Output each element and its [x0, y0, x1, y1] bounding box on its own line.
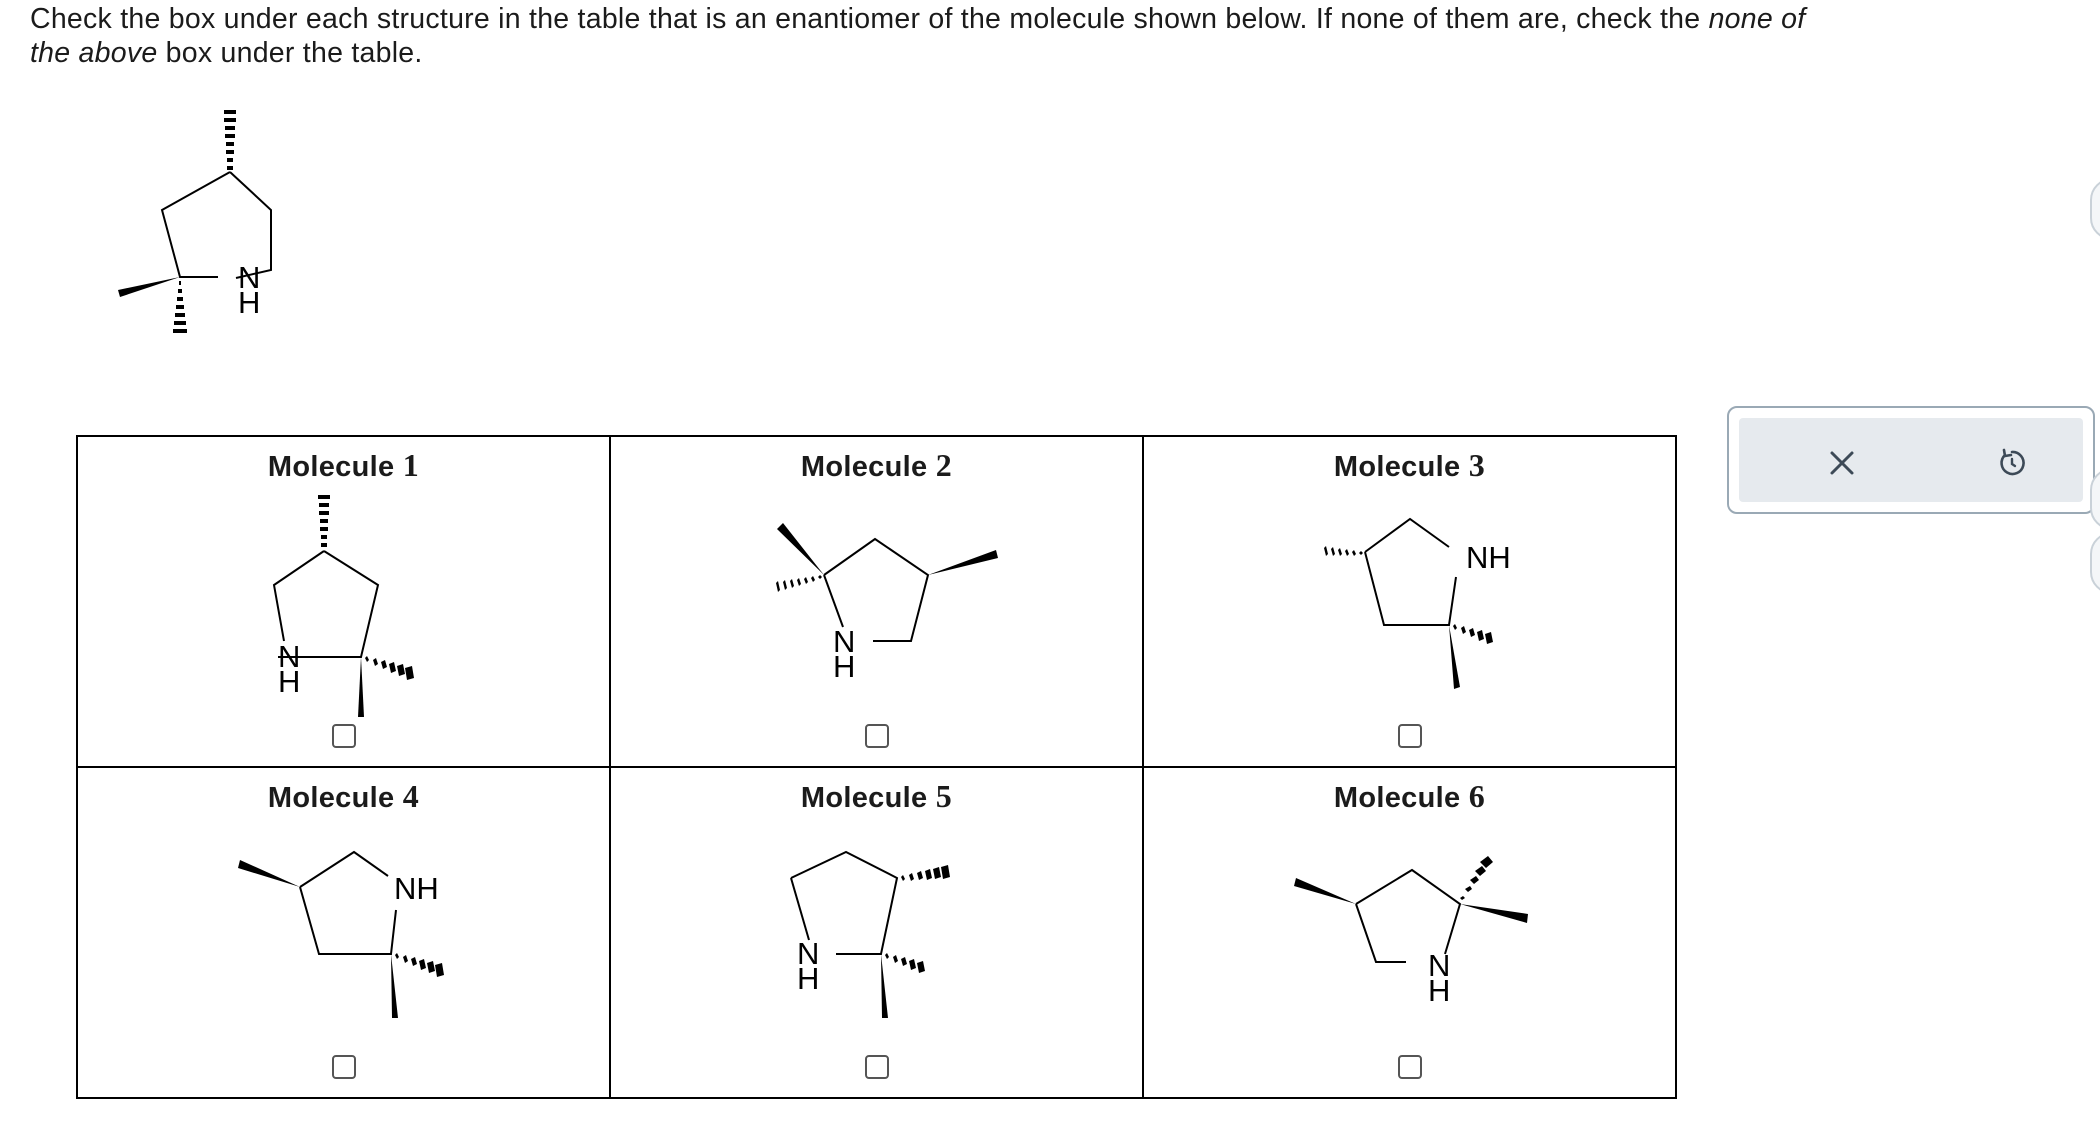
molecule-structure-1 [78, 437, 609, 766]
side-tab-3[interactable] [2090, 532, 2100, 594]
molecule-cell-1 [77, 436, 610, 767]
molecule-table [76, 435, 1677, 1099]
reference-n-label: N [238, 260, 261, 295]
molecule-4-checkbox[interactable] [332, 1055, 356, 1079]
reference-h-label: H [238, 285, 261, 320]
molecule-cell-4 [77, 767, 610, 1098]
atom-n-2: N [833, 624, 856, 659]
close-icon [1827, 448, 1857, 478]
molecule-title-3: Molecule 3 [1333, 447, 1486, 483]
atom-nh-4: NH [394, 871, 439, 906]
undo-icon [1996, 447, 2028, 479]
atom-h-6: H [1428, 973, 1451, 1008]
atom-n-5: N [797, 936, 820, 971]
molecule-structure-5 [611, 768, 1142, 1097]
atom-h-5: H [797, 961, 820, 996]
molecule-2-checkbox[interactable] [865, 724, 889, 748]
molecule-cell-6 [1143, 767, 1676, 1098]
clear-button[interactable] [1817, 438, 1867, 488]
molecule-structure-4 [78, 768, 609, 1097]
reference-molecule [110, 100, 310, 350]
molecule-title-2: Molecule 2 [800, 447, 953, 483]
none-of-the-above-ref-2: the above [30, 37, 158, 69]
molecule-cell-2 [610, 436, 1143, 767]
molecule-title-6: Molecule 6 [1333, 778, 1486, 814]
molecule-cell-5 [610, 767, 1143, 1098]
atom-h-1: H [278, 664, 301, 699]
molecule-cell-3 [1143, 436, 1676, 767]
atom-h-2: H [833, 649, 856, 684]
reset-button[interactable] [1987, 438, 2037, 488]
atom-n-1: N [278, 639, 301, 674]
none-of-the-above-ref-1: none of [1708, 3, 1806, 35]
molecule-structure-3 [1144, 437, 1675, 766]
atom-nh-3: NH [1466, 540, 1511, 575]
molecule-structure-2 [611, 437, 1142, 766]
atom-n-6: N [1428, 948, 1451, 983]
molecule-title-1: Molecule 1 [267, 447, 420, 483]
side-tab-1[interactable] [2090, 178, 2100, 240]
molecule-6-checkbox[interactable] [1398, 1055, 1422, 1079]
molecule-title-4: Molecule 4 [267, 778, 420, 814]
molecule-1-checkbox[interactable] [332, 724, 356, 748]
answer-toolbar-inner [1739, 418, 2083, 502]
question-text: Check the box under each structure in the table that is an enantiomer of the molecule shown below. If none of them are, check the none of the above box under the table. [30, 3, 1806, 69]
molecule-3-checkbox[interactable] [1398, 724, 1422, 748]
answer-toolbar [1727, 406, 2095, 514]
molecule-5-checkbox[interactable] [865, 1055, 889, 1079]
molecule-structure-6 [1144, 768, 1675, 1097]
molecule-title-5: Molecule 5 [800, 778, 953, 814]
